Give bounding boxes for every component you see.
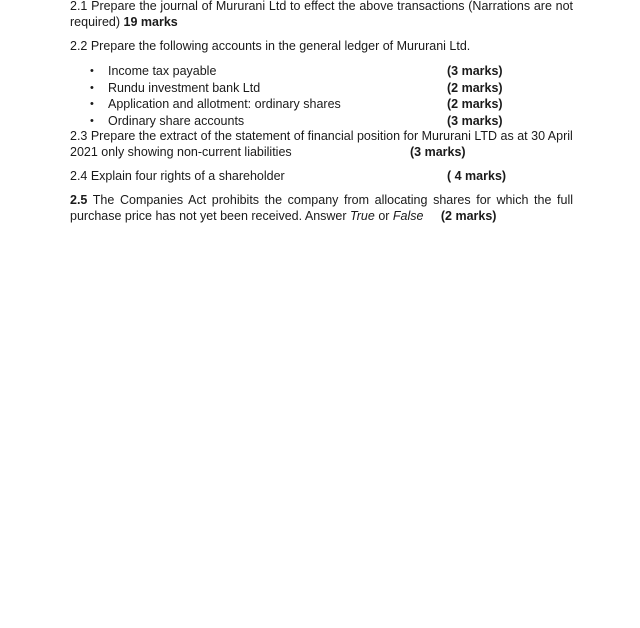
question-2-3-marks: (3 marks) bbox=[410, 145, 466, 159]
question-2-1-text: 2.1 Prepare the journal of Mururani Ltd to effect the above transactions (Narrations are not required) bbox=[70, 0, 573, 29]
ledger-account-label: Application and allotment: ordinary shares bbox=[108, 97, 341, 111]
question-2-4-marks: ( 4 marks) bbox=[447, 169, 507, 183]
answer-or-word: or bbox=[378, 209, 390, 223]
bullet-icon: • bbox=[90, 98, 94, 110]
question-2-1 bbox=[70, 0, 573, 30]
question-2-2-text: 2.2 Prepare the following accounts in the general ledger of Mururani Ltd. bbox=[70, 39, 471, 53]
ledger-account-label: Rundu investment bank Ltd bbox=[108, 81, 261, 95]
question-2-3-line-2 bbox=[70, 144, 573, 160]
ledger-account-item bbox=[70, 80, 573, 96]
question-2-4 bbox=[70, 168, 573, 184]
question-2-3-text-cont: 2021 only showing non-current liabilities bbox=[70, 145, 292, 159]
question-2-4-text: 2.4 Explain four rights of a shareholder bbox=[70, 169, 285, 183]
answer-option-true: True bbox=[350, 209, 375, 223]
ledger-account-marks: (3 marks) bbox=[447, 64, 503, 78]
bullet-icon: • bbox=[90, 65, 94, 77]
bullet-icon: • bbox=[90, 82, 94, 94]
question-2-5-marks: (2 marks) bbox=[440, 209, 497, 223]
ledger-account-item bbox=[70, 63, 573, 79]
ledger-account-marks: (3 marks) bbox=[447, 114, 503, 128]
question-2-1-marks: 19 marks bbox=[123, 15, 178, 29]
ledger-account-label: Income tax payable bbox=[108, 64, 217, 78]
question-2-3-text: 2.3 Prepare the extract of the statement of financial position for Mururani LTD as at 30 April bbox=[70, 129, 573, 143]
question-2-2 bbox=[70, 38, 573, 54]
question-2-5-number: 2.5 bbox=[70, 193, 88, 207]
ledger-account-label: Ordinary share accounts bbox=[108, 114, 245, 128]
ledger-account-marks: (2 marks) bbox=[447, 81, 503, 95]
question-2-5-text: The Companies Act prohibits the company from allocating shares for which the full purchase price has not yet been received. Answer bbox=[70, 193, 574, 223]
answer-option-false: False bbox=[392, 209, 424, 223]
ledger-account-item bbox=[70, 113, 573, 129]
bullet-icon: • bbox=[90, 115, 94, 127]
ledger-account-item bbox=[70, 96, 573, 112]
ledger-account-marks: (2 marks) bbox=[447, 97, 503, 111]
question-2-3-line-1 bbox=[70, 128, 573, 144]
question-2-5 bbox=[70, 192, 573, 224]
